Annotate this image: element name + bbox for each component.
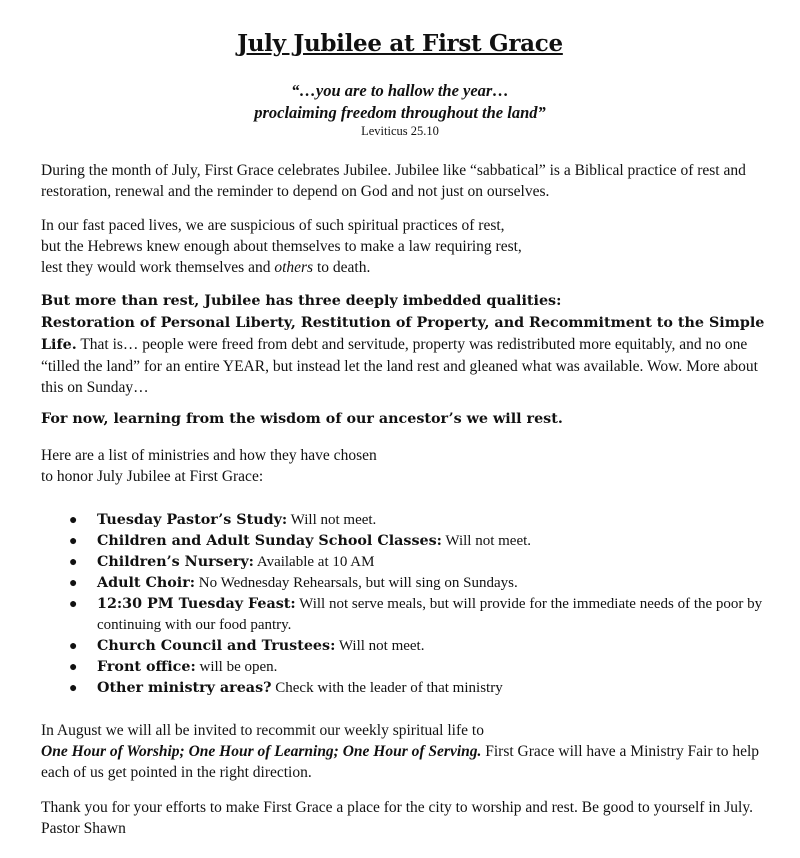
ministries-intro — [41, 445, 781, 487]
list-item — [69, 552, 769, 573]
quote-line-1: “…you are to hallow the year… — [291, 81, 509, 100]
ministry-label: Adult Choir: — [97, 575, 196, 591]
ministry-status: will be open. — [195, 659, 278, 675]
bullet-icon: ● — [69, 555, 78, 570]
august-line-1: In August we will all be invited to recommit our weekly spiritual life to — [41, 722, 484, 739]
rest-paragraph — [41, 215, 781, 278]
bullet-icon: ● — [69, 597, 78, 612]
ministry-label: Other ministry areas? — [97, 680, 272, 696]
rest-line-2: but the Hebrews knew enough about themselves to make a law requiring rest, — [41, 238, 522, 255]
list-item — [69, 594, 769, 636]
bullet-icon: ● — [69, 681, 78, 696]
ministry-label: Tuesday Pastor’s Study: — [97, 512, 288, 528]
ministry-status: Check with the leader of that ministry — [271, 680, 503, 696]
list-item — [69, 636, 769, 657]
ministries-intro-line-1: Here are a list of ministries and how they have chosen — [41, 447, 377, 464]
ministry-status: Will not serve meals, but will provide for the immediate needs of the poor by continuing with our food pantry. — [97, 596, 763, 633]
scripture-quote — [0, 80, 800, 124]
rest-line-3-end: to death. — [313, 259, 371, 276]
list-item — [69, 678, 769, 699]
quote-line-2: proclaiming freedom throughout the land” — [254, 103, 546, 122]
list-item — [69, 657, 769, 678]
rest-line-3-start: lest they would work themselves and — [41, 259, 275, 276]
bullet-icon: ● — [69, 576, 78, 591]
ministry-status: Will not meet. — [441, 533, 532, 549]
rest-statement: For now, learning from the wisdom of our ancestor’s we will rest. — [41, 411, 563, 427]
ministries-intro-line-2: to honor July Jubilee at First Grace: — [41, 468, 264, 485]
bullet-icon: ● — [69, 534, 78, 549]
ministries-list — [69, 510, 769, 699]
intro-paragraph: During the month of July, First Grace celebrates Jubilee. Jubilee like “sabbatical” is a Biblical practice of rest and restoration, renewal and the reminder to depend on God and not just on ourselves. — [41, 162, 746, 200]
ministry-label: Children and Adult Sunday School Classes: — [97, 533, 442, 549]
commitment-emphasis: One Hour of Worship; One Hour of Learning; One Hour of Serving. — [41, 743, 482, 760]
ministry-label: Front office: — [97, 659, 196, 675]
august-line-2 — [41, 741, 781, 783]
ministry-status: Will not meet. — [335, 638, 425, 654]
bullet-icon: ● — [69, 513, 78, 528]
august-paragraph — [41, 720, 781, 783]
rest-line-1: In our fast paced lives, we are suspicious of such spiritual practices of rest, — [41, 217, 505, 234]
page-title: July Jubilee at First Grace — [237, 30, 563, 57]
ministry-status: Available at 10 AM — [253, 554, 375, 570]
qualities-heading: But more than rest, Jubilee has three deeply imbedded qualities: — [41, 293, 562, 309]
ministry-status: No Wednesday Rehearsals, but will sing on Sundays. — [195, 575, 518, 591]
qualities-paragraph — [41, 291, 781, 398]
bullet-icon: ● — [69, 639, 78, 654]
qualities-body — [41, 312, 781, 398]
ministry-label: Children’s Nursery: — [97, 554, 254, 570]
ministry-status: Will not meet. — [287, 512, 377, 528]
rest-line-3-italic: others — [274, 259, 314, 276]
ministry-label: Church Council and Trustees: — [97, 638, 336, 654]
qualities-list: Restoration of Personal Liberty, Restitution of Property, and Recommitment to the Simple Life. — [41, 315, 765, 353]
rest-line-3 — [41, 257, 781, 278]
list-item — [69, 510, 769, 531]
list-item — [69, 573, 769, 594]
qualities-explanation: That is… people were freed from debt and servitude, property was redistributed more equitably, and no one “tilled the land” for an entire YEAR, but instead let the land rest and gleaned what was available. Wow. More about this on Sunday… — [41, 336, 758, 396]
quote-citation: Leviticus 25.10 — [361, 124, 439, 138]
ministry-fair-text: First Grace will have a Ministry Fair to help each of us get pointed in the right direction. — [41, 743, 760, 781]
bullet-icon: ● — [69, 660, 78, 675]
list-item — [69, 531, 769, 552]
ministry-label: 12:30 PM Tuesday Feast: — [97, 596, 296, 612]
closing-paragraph: Thank you for your efforts to make First Grace a place for the city to worship and rest. Be good to yourself in July. Pastor Shawn — [41, 799, 753, 837]
